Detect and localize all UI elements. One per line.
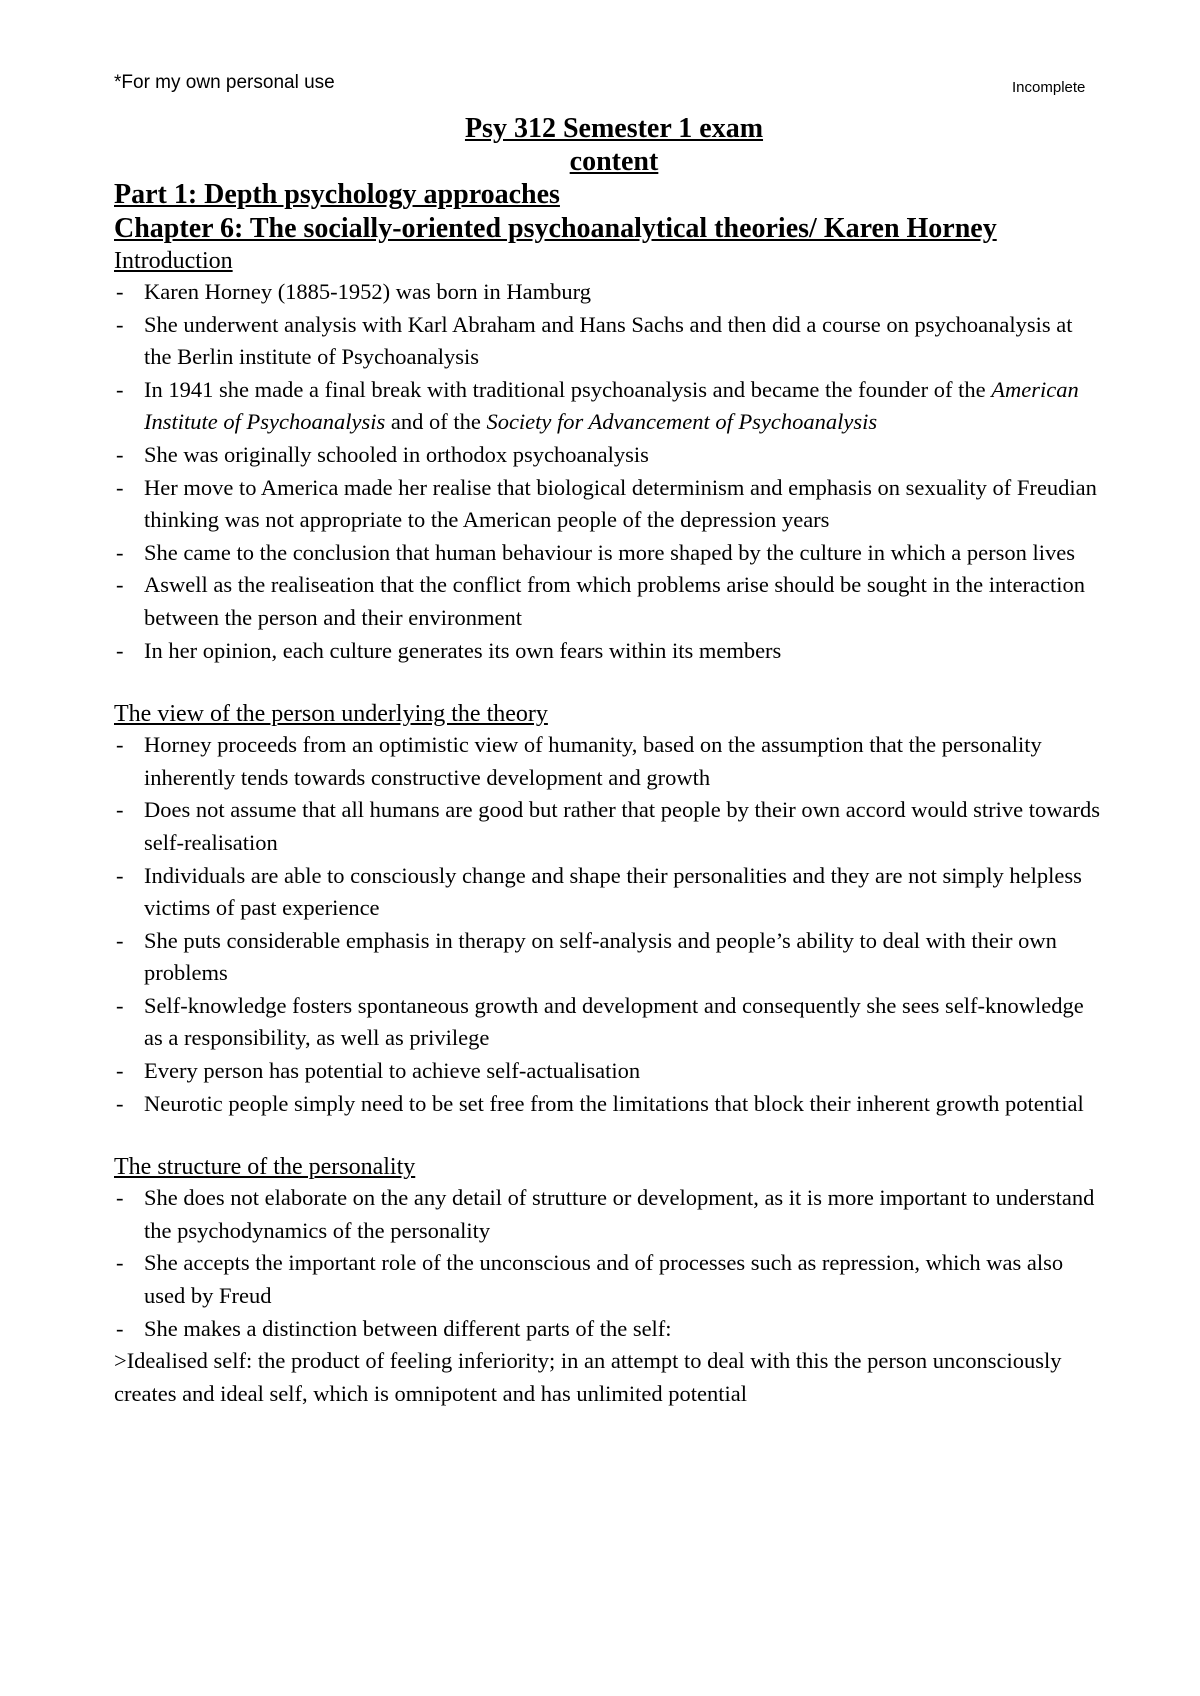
list-item: - Neurotic people simply need to be set free from the limitations that block their inherent growth potential (114, 1088, 1104, 1121)
list-item: - She makes a distinction between different parts of the self: (114, 1313, 1104, 1346)
bullet-text: In 1941 she made a final break with traditional psychoanalysis and became the founder of the (144, 376, 992, 402)
list-item: - Aswell as the realiseation that the conflict from which problems arise should be sought in the interaction between the person and their environment (114, 569, 1104, 634)
list-item: - Every person has potential to achieve self-actualisation (114, 1055, 1104, 1088)
status-label: Incomplete (1012, 79, 1086, 96)
title-line-1: Psy 312 Semester 1 exam (464, 113, 764, 144)
list-item: - In her opinion, each culture generates its own fears within its members (114, 635, 1104, 668)
title-line-2: content (569, 146, 659, 177)
section-heading-introduction: Introduction (114, 248, 233, 274)
list-item: - Her move to America made her realise that biological determinism and emphasis on sexuality of Freudian thinking was not appropriate to the American people of the depression years (114, 472, 1104, 537)
society-name: Society for Advancement of Psychoanalysis (486, 409, 878, 435)
personal-use-note: *For my own personal use (114, 72, 335, 93)
institute-name: American Institute of Psychoanalysis (144, 376, 1079, 435)
list-item: - She was originally schooled in orthodox psychoanalysis (114, 439, 1104, 472)
list-item: - She underwent analysis with Karl Abraham and Hans Sachs and then did a course on psychoanalysis at the Berlin institute of Psychoanalysis (114, 309, 1104, 374)
chapter-heading: Chapter 6: The socially-oriented psychoanalytical theories/ Karen Horney (114, 213, 997, 244)
introduction-list (114, 276, 1104, 667)
list-item: - Horney proceeds from an optimistic view of humanity, based on the assumption that the personality inherently tends towards constructive development and growth (114, 729, 1104, 794)
list-item-1941 (114, 374, 1104, 439)
document-body (114, 112, 1104, 1410)
list-item: - Does not assume that all humans are good but rather that people by their own accord would strive towards self-realisation (114, 794, 1104, 859)
list-item: - Self-knowledge fosters spontaneous growth and development and consequently she sees self-knowledge as a responsibility, as well as privilege (114, 990, 1104, 1055)
list-item: - Karen Horney (1885-1952) was born in Hamburg (114, 276, 1104, 309)
spacer (114, 1120, 1104, 1152)
spacer (114, 667, 1104, 699)
section-heading-structure: The structure of the personality (114, 1154, 416, 1181)
part-heading: Part 1: Depth psychology approaches (114, 179, 560, 210)
list-item: - She accepts the important role of the unconscious and of processes such as repression, which was also used by Freud (114, 1247, 1104, 1312)
list-item: - She puts considerable emphasis in therapy on self-analysis and people’s ability to deal with their own problems (114, 925, 1104, 990)
bullet-text: and of the (385, 409, 487, 435)
view-list (114, 729, 1104, 1120)
document-title (114, 112, 1104, 178)
list-item: - Individuals are able to consciously change and shape their personalities and they are not simply helpless victims of past experience (114, 860, 1104, 925)
structure-list (114, 1182, 1104, 1345)
list-item: - She does not elaborate on the any detail of strutture or development, as it is more important to understand the psychodynamics of the personality (114, 1182, 1104, 1247)
idealised-self-paragraph: >Idealised self: the product of feeling inferiority; in an attempt to deal with this the person unconsciously creates and ideal self, which is omnipotent and has unlimited potential (114, 1348, 1062, 1406)
list-item: - She came to the conclusion that human behaviour is more shaped by the culture in which a person lives (114, 537, 1104, 570)
section-heading-view: The view of the person underlying the theory (114, 701, 548, 728)
